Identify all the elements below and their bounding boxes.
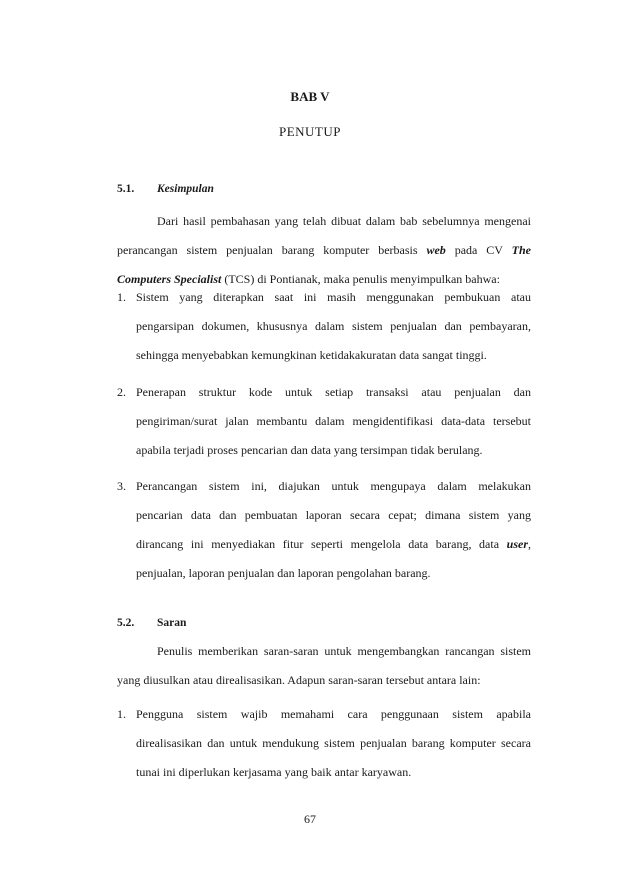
text-line: Penerapan struktur kode untuk setiap transaksi atau penjualan dan [136, 385, 531, 399]
text-line: Perancangan sistem ini, diajukan untuk mengupaya dalam melakukan [136, 479, 531, 493]
list-number: 2. [117, 385, 126, 399]
chapter-title: PENUTUP [278, 124, 341, 139]
text-line: Dari hasil pembahasan yang telah dibuat dalam bab sebelumnya mengenai [157, 214, 531, 228]
text-line: penjualan, laporan penjualan dan laporan pengolahan barang. [136, 566, 431, 580]
list-item [117, 378, 531, 465]
text-span: , [528, 537, 531, 551]
text-line: pencarian data dan pembuatan laporan secara cepat; dimana sistem yang [136, 508, 531, 522]
text-line [136, 530, 531, 559]
section-number: 5.2. [117, 617, 135, 629]
paragraph-saran-intro [117, 637, 531, 695]
text-line: direalisasikan dan untuk mendukung sistem penjualan barang komputer secara [136, 736, 531, 750]
text-span-italic: Computers Specialist [117, 272, 222, 286]
text-line: Sistem yang diterapkan saat ini masih menggunakan pembukuan atau [136, 290, 531, 304]
text-line: Pengguna sistem wajib memahami cara penggunaan sistem apabila [136, 707, 531, 721]
list-item [117, 700, 531, 787]
list-number: 1. [117, 707, 126, 721]
text-span: perancangan sistem penjualan barang komputer berbasis [117, 243, 418, 257]
text-span-italic: The [511, 243, 531, 257]
text-span: pada CV [454, 243, 503, 257]
text-span: dirancang ini menyediakan fitur seperti mengelola data barang, data [136, 537, 500, 551]
page-number: 67 [304, 812, 316, 826]
paragraph-kesimpulan-intro [117, 207, 531, 294]
section-heading-saran [117, 617, 186, 629]
list-item [117, 472, 531, 588]
list-item [117, 283, 531, 370]
text-line: sehingga menyebabkan kemungkinan ketidakakuratan data sangat tinggi. [136, 348, 487, 362]
text-span-italic: user [506, 537, 528, 551]
text-line: tunai ini diperlukan kerjasama yang baik antar karyawan. [136, 765, 412, 779]
list-number: 1. [117, 290, 126, 304]
text-line [117, 236, 531, 265]
list-number: 3. [117, 479, 126, 493]
section-heading-kesimpulan [117, 183, 214, 195]
text-line: pengarsipan dokumen, khususnya dalam sistem penjualan dan pembayaran, [136, 319, 531, 333]
section-number: 5.1. [117, 183, 135, 195]
section-title: Saran [157, 617, 187, 629]
text-span-italic: web [426, 243, 446, 257]
text-line: Penulis memberikan saran-saran untuk mengembangkan rancangan sistem [157, 644, 531, 658]
text-line: apabila terjadi proses pencarian dan data yang tersimpan tidak berulang. [136, 443, 483, 457]
text-line: pengiriman/surat jalan membantu dalam mengidentifikasi data-data tersebut [136, 414, 531, 428]
chapter-heading: BAB V [290, 89, 330, 104]
section-title: Kesimpulan [157, 183, 214, 195]
text-line: yang diusulkan atau direalisasikan. Adapun saran-saran tersebut antara lain: [117, 673, 481, 687]
text-span: (TCS) di Pontianak, maka penulis menyimpulkan bahwa: [224, 272, 500, 286]
